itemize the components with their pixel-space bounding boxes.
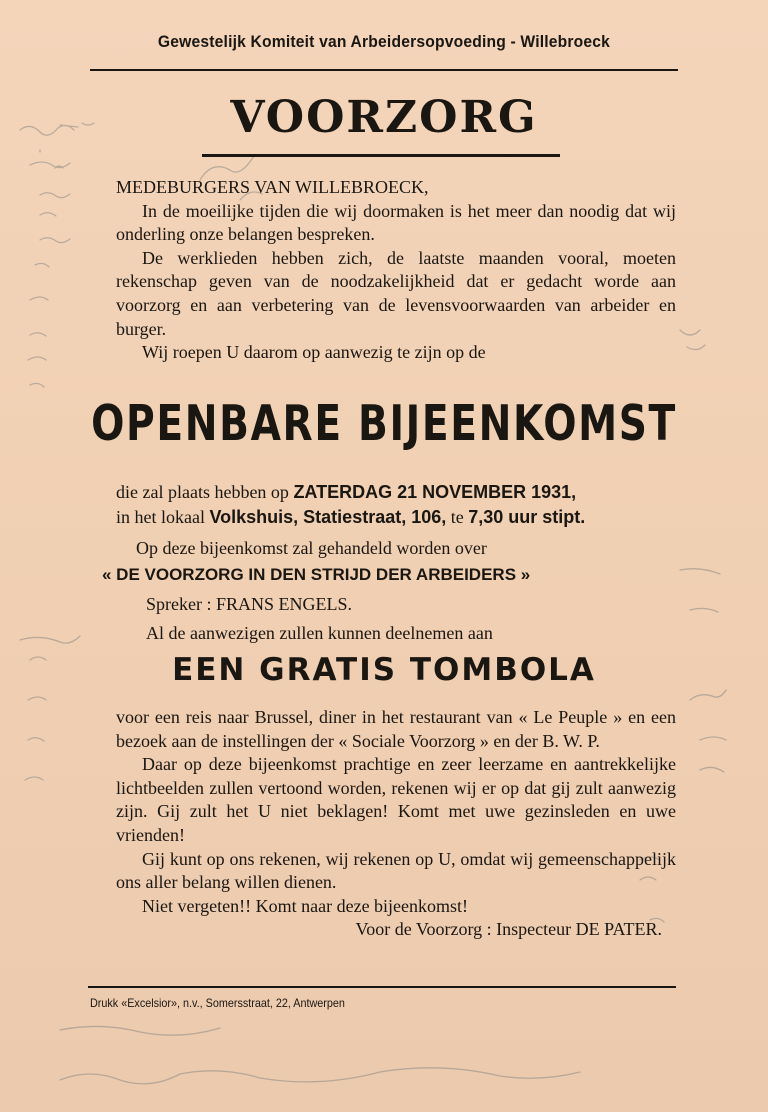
intro-paragraph-2: De werklieden hebben zich, de laatste maanden vooral, moeten rekenschap geven van de noodzakelijkheid dat er gedacht worde aan voorzorg en aan verbetering van de levensvoorwaarden van arbeider en burger. — [116, 247, 676, 339]
meeting-heading: OPENBARE BIJEENKOMST — [91, 395, 677, 452]
meeting-time: 7,30 uur stipt. — [468, 507, 586, 527]
tombola-description: voor een reis naar Brussel, diner in het restaurant van « Le Peuple » en een bezoek aan de instellingen der « Sociale Voorzorg » en der B. W. P. — [116, 707, 676, 751]
meeting-location: Volkshuis, Statiestraat, 106, — [209, 507, 447, 527]
meeting-topic: « DE VOORZORG IN DEN STRIJD DER ARBEIDERS » — [102, 565, 531, 584]
closing-paragraph-3: Niet vergeten!! Komt naar deze bijeenkomst! — [142, 895, 469, 916]
organization-header: Gewestelijk Komiteit van Arbeidersopvoeding - Willebroeck — [157, 32, 611, 51]
meeting-date-line — [116, 482, 576, 503]
time-prefix: te — [450, 507, 464, 527]
tombola-intro: Al de aanwezigen zullen kunnen deelnemen aan — [146, 623, 493, 643]
signature: Voor de Voorzorg : Inspecteur DE PATER. — [355, 919, 662, 940]
topic-intro: Op deze bijeenkomst zal gehandeld worden over — [136, 538, 487, 558]
intro-paragraph-1: In de moeilijke tijden die wij doormaken is het meer dan noodig dat wij onderling onze belangen bespreken. — [116, 200, 676, 245]
date-prefix: die zal plaats hebben op — [116, 482, 289, 502]
closing-block — [116, 706, 676, 942]
meeting-date: ZATERDAG 21 NOVEMBER 1931, — [293, 482, 577, 502]
meeting-location-line — [116, 507, 585, 528]
salutation: MEDEBURGERS VAN WILLEBROECK, — [116, 177, 429, 197]
intro-block — [116, 176, 676, 365]
speaker-line — [146, 594, 352, 615]
poster-title: VOORZORG — [230, 92, 538, 143]
closing-paragraph-1: Daar op deze bijeenkomst prachtige en zeer leerzame en aantrekkelijke lichtbeelden zullen vertoond worden, rekenen wij er op dat gij zult aanwezig zijn. Gij zult het U niet beklagen! Komt met uwe gezinsleden en uwe vrienden! — [116, 754, 676, 845]
speaker-name: FRANS ENGELS. — [215, 594, 353, 614]
tombola-heading: EEN GRATIS TOMBOLA — [172, 652, 596, 688]
speaker-label: Spreker : — [146, 594, 212, 614]
printer-imprint: Drukk «Excelsior», n.v., Somersstraat, 22, Antwerpen — [90, 996, 345, 1010]
header-rule — [90, 69, 678, 71]
location-prefix: in het lokaal — [116, 507, 205, 527]
closing-paragraph-2: Gij kunt op ons rekenen, wij rekenen op U, omdat wij gemeenschappelijk ons aller belang willen dienen. — [116, 848, 676, 893]
footer-rule — [88, 986, 676, 988]
intro-paragraph-3: Wij roepen U daarom op aanwezig te zijn op de — [142, 342, 486, 363]
title-underline — [202, 154, 560, 157]
